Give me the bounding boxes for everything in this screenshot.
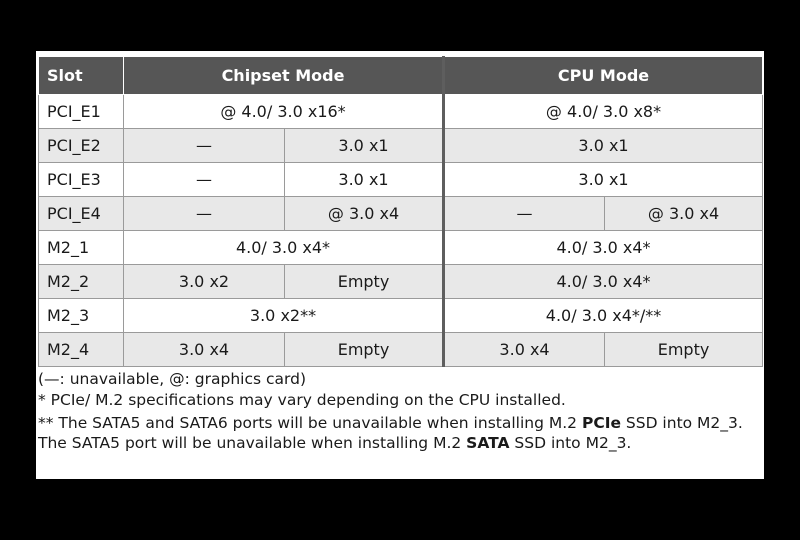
chipset-cell: 3.0 x4 — [124, 333, 285, 367]
spec-card — [36, 51, 764, 479]
slot-cell: M2_1 — [39, 231, 124, 265]
chipset-cell: — — [124, 197, 285, 231]
slot-cell: PCI_E4 — [39, 197, 124, 231]
slot-cell: M2_3 — [39, 299, 124, 333]
chipset-cell: — — [124, 163, 285, 197]
table-row — [39, 333, 763, 367]
table-row — [39, 129, 763, 163]
footnotes — [38, 369, 762, 453]
cpu-cell: Empty — [605, 333, 763, 367]
table-row — [39, 265, 763, 299]
table-row — [39, 95, 763, 129]
cpu-cell: 3.0 x1 — [444, 129, 763, 163]
footnote-sata-ports — [38, 413, 762, 453]
cpu-cell: @ 4.0/ 3.0 x8* — [444, 95, 763, 129]
footnote-bold-pcie: PCIe — [581, 414, 621, 432]
header-slot: Slot — [39, 57, 124, 95]
cpu-cell: 4.0/ 3.0 x4* — [444, 231, 763, 265]
cpu-cell: 4.0/ 3.0 x4*/** — [444, 299, 763, 333]
slot-cell: PCI_E2 — [39, 129, 124, 163]
slot-cell: M2_2 — [39, 265, 124, 299]
footnote-text: SSD into M2_3. The SATA5 port will be unavailable when installing M.2 — [38, 414, 743, 452]
slot-cell: PCI_E3 — [39, 163, 124, 197]
footnote-text: ** The SATA5 and SATA6 ports will be unavailable when installing M.2 — [38, 414, 582, 432]
legend-note: (—: unavailable, @: graphics card) — [38, 370, 307, 388]
chipset-cell: 3.0 x2 — [124, 265, 285, 299]
chipset-cell: 3.0 x1 — [285, 163, 444, 197]
header-chipset-mode: Chipset Mode — [124, 57, 444, 95]
pcie-m2-spec-table — [38, 56, 763, 367]
table-row — [39, 197, 763, 231]
cpu-cell: 3.0 x4 — [444, 333, 605, 367]
chipset-cell: Empty — [285, 333, 444, 367]
cpu-cell: 4.0/ 3.0 x4* — [444, 265, 763, 299]
chipset-cell: 4.0/ 3.0 x4* — [124, 231, 444, 265]
header-row — [39, 57, 763, 95]
footnote-text: SSD into M2_3. — [509, 434, 632, 452]
footnote-cpu-variance: * PCIe/ M.2 specifications may vary depending on the CPU installed. — [38, 391, 566, 409]
header-cpu-mode: CPU Mode — [444, 57, 763, 95]
chipset-cell: — — [124, 129, 285, 163]
table-row — [39, 299, 763, 333]
chipset-cell: 3.0 x1 — [285, 129, 444, 163]
cpu-cell: — — [444, 197, 605, 231]
chipset-cell: Empty — [285, 265, 444, 299]
table-row — [39, 231, 763, 265]
cpu-cell: 3.0 x1 — [444, 163, 763, 197]
table-row — [39, 163, 763, 197]
slot-cell: M2_4 — [39, 333, 124, 367]
slot-cell: PCI_E1 — [39, 95, 124, 129]
chipset-cell: @ 4.0/ 3.0 x16* — [124, 95, 444, 129]
chipset-cell: @ 3.0 x4 — [285, 197, 444, 231]
cpu-cell: @ 3.0 x4 — [605, 197, 763, 231]
chipset-cell: 3.0 x2** — [124, 299, 444, 333]
footnote-bold-sata: SATA — [466, 434, 510, 452]
